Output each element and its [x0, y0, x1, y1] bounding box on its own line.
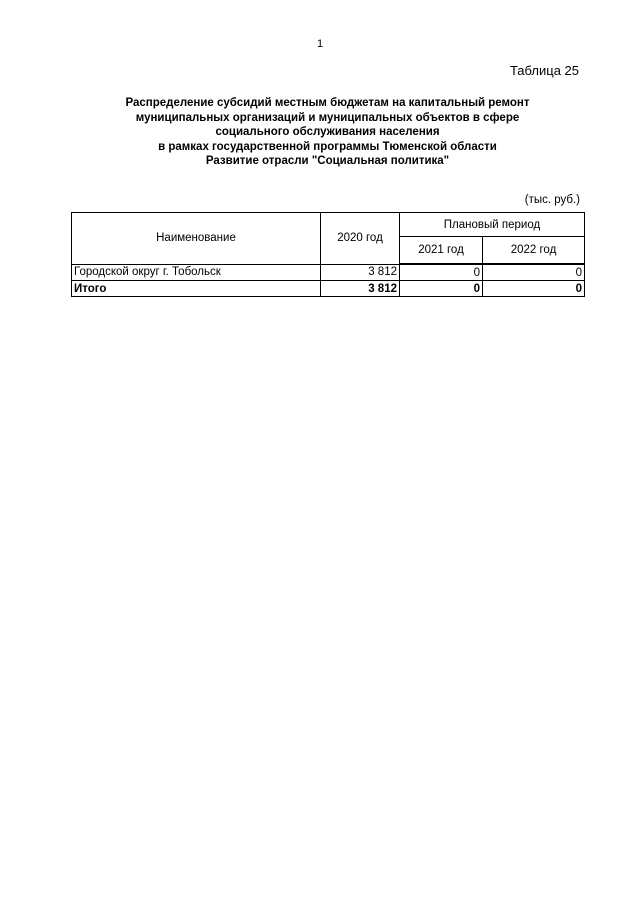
total-value-2021: 0 [400, 281, 483, 297]
document-title [70, 96, 585, 169]
header-2022: 2022 год [483, 237, 585, 265]
units-label: (тыс. руб.) [524, 194, 580, 206]
total-value-2022: 0 [483, 281, 585, 297]
title-line-1: Распределение субсидий местным бюджетам на капитальный ремонт [125, 97, 530, 109]
row-value-2021: 0 [400, 264, 483, 281]
total-row [72, 281, 585, 297]
row-value-2020: 3 812 [321, 264, 400, 281]
title-line-5: Развитие отрасли "Социальная политика" [205, 155, 450, 167]
row-value-2022: 0 [483, 264, 585, 281]
subsidy-table [71, 212, 585, 297]
header-planned-period: Плановый период [400, 213, 585, 237]
page-number: 1 [316, 38, 324, 50]
header-2020: 2020 год [321, 213, 400, 265]
header-2021: 2021 год [400, 237, 483, 265]
total-label: Итого [72, 281, 321, 297]
table-row [72, 264, 585, 281]
row-name: Городской округ г. Тобольск [72, 264, 321, 281]
title-line-2: муниципальных организаций и муниципальных объектов в сфере [135, 111, 520, 124]
table-number: Таблица 25 [509, 63, 579, 78]
total-value-2020: 3 812 [321, 281, 400, 297]
title-line-4: в рамках государственной программы Тюменской области [158, 140, 497, 153]
header-name: Наименование [72, 213, 321, 265]
title-line-3: социального обслуживания населения [215, 126, 440, 138]
